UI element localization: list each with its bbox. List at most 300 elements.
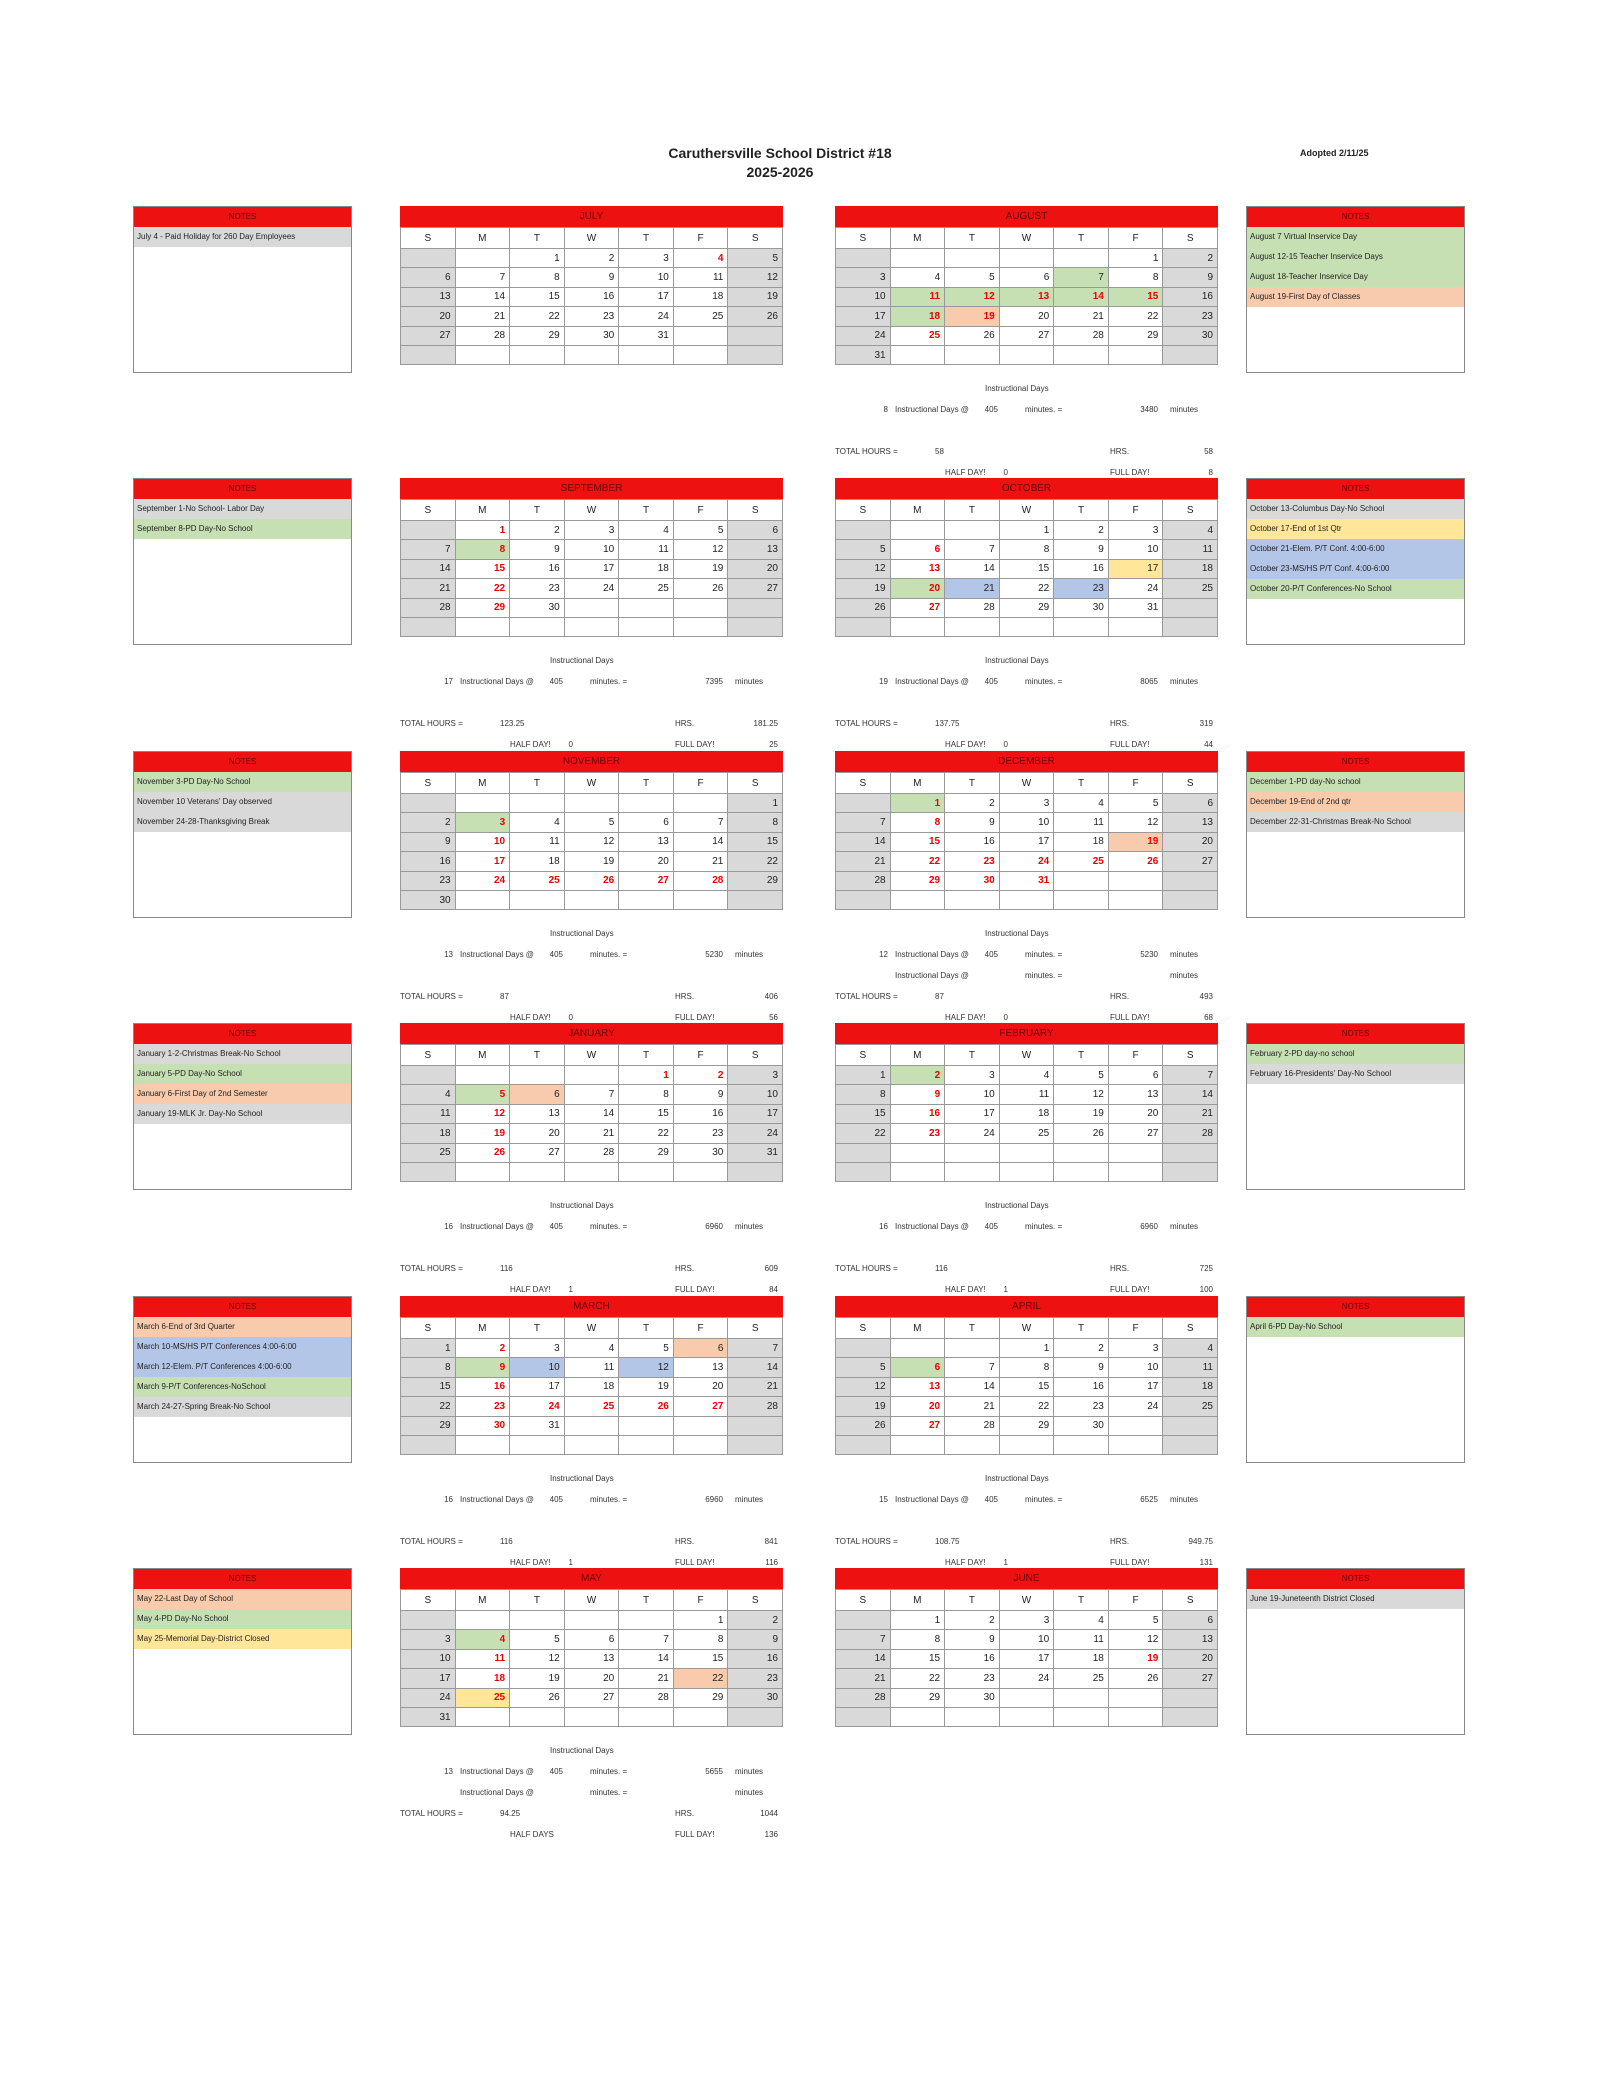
day-cell: 11	[1163, 540, 1218, 559]
day-cell: 19	[1108, 1649, 1163, 1668]
instructional-days-at-label: Instructional Days @	[460, 1222, 534, 1231]
month-name: MARCH	[400, 1296, 783, 1317]
day-cell	[1108, 890, 1163, 909]
day-cell	[1163, 1162, 1218, 1181]
day-cell: 10	[1108, 540, 1163, 559]
month-table	[835, 1317, 1218, 1455]
day-cell	[1163, 871, 1218, 890]
stats-line	[400, 1216, 783, 1237]
day-cell	[1108, 871, 1163, 890]
day-cell	[890, 1143, 945, 1162]
day-cell: 7	[564, 1085, 619, 1104]
instructional-day-count: 13	[444, 950, 453, 959]
day-cell: 12	[836, 559, 891, 578]
day-cell: 8	[673, 1630, 728, 1649]
stats-line	[835, 1195, 1218, 1216]
half-day-value: 0	[568, 740, 573, 749]
instructional-days-label: Instructional Days	[985, 656, 1049, 665]
week-row	[836, 249, 1218, 268]
stats-line	[400, 1237, 783, 1258]
day-cell: 27	[401, 326, 456, 345]
day-header-row	[836, 228, 1218, 249]
month-stats	[835, 1468, 1218, 1573]
week-row	[401, 287, 783, 306]
day-cell: 26	[1108, 1669, 1163, 1688]
day-cell: 15	[510, 287, 565, 306]
day-cell: 24	[401, 1688, 456, 1707]
instructional-days-at-label: Instructional Days @	[895, 971, 969, 980]
half-day-value: 0	[568, 1013, 573, 1022]
day-header: T	[945, 773, 1000, 794]
day-cell: 4	[1163, 1339, 1218, 1358]
stats-line	[835, 1216, 1218, 1237]
day-cell: 9	[945, 813, 1000, 832]
total-hours-value: 87	[500, 992, 509, 1001]
hrs-value: 949.75	[1188, 1537, 1213, 1546]
day-cell: 12	[836, 1377, 891, 1396]
day-cell	[1108, 345, 1163, 364]
day-cell	[401, 1066, 456, 1085]
day-cell: 10	[564, 540, 619, 559]
total-hours-label: TOTAL HOURS =	[835, 1264, 898, 1273]
day-cell: 3	[564, 521, 619, 540]
day-header-row	[836, 1590, 1218, 1611]
day-cell: 18	[564, 1377, 619, 1396]
day-cell: 10	[999, 813, 1054, 832]
day-cell: 4	[564, 1339, 619, 1358]
week-row	[401, 345, 783, 364]
day-cell: 16	[945, 832, 1000, 851]
day-cell: 27	[1163, 852, 1218, 871]
minutes-label: minutes. =	[590, 950, 628, 959]
minutes-word: minutes	[1170, 950, 1199, 959]
day-cell: 10	[401, 1649, 456, 1668]
day-cell: 11	[1163, 1358, 1218, 1377]
hrs-value: 181.25	[753, 719, 778, 728]
stats-line	[400, 650, 783, 671]
note-item: March 12-Elem. P/T Conferences 4:00-6:00	[134, 1357, 351, 1377]
day-header: T	[619, 1590, 674, 1611]
day-cell: 19	[455, 1124, 510, 1143]
month-table	[835, 1589, 1218, 1727]
day-cell: 16	[945, 1649, 1000, 1668]
day-cell	[999, 1688, 1054, 1707]
total-hours-value: 108.75	[935, 1537, 960, 1546]
day-cell: 20	[728, 559, 783, 578]
week-row	[401, 1707, 783, 1726]
full-day-label: FULL DAY!	[675, 740, 715, 749]
day-cell	[1163, 890, 1218, 909]
week-row	[836, 1649, 1218, 1668]
day-header: F	[1108, 773, 1163, 794]
month-table	[400, 772, 783, 910]
day-cell: 8	[890, 1630, 945, 1649]
instructional-days-at-label: Instructional Days @	[895, 1495, 969, 1504]
day-header: S	[401, 1045, 456, 1066]
day-cell: 13	[1163, 813, 1218, 832]
instructional-day-count: 16	[879, 1222, 888, 1231]
week-row	[401, 268, 783, 287]
day-cell: 13	[890, 559, 945, 578]
day-header-row	[401, 1318, 783, 1339]
week-row	[836, 1085, 1218, 1104]
month-stats	[400, 1740, 783, 1845]
notes-header: NOTES	[1247, 1024, 1464, 1044]
day-cell: 7	[673, 813, 728, 832]
day-cell: 20	[401, 307, 456, 326]
day-cell: 25	[1163, 579, 1218, 598]
day-header: M	[455, 1318, 510, 1339]
month-stats	[400, 650, 783, 755]
full-day-label: FULL DAY!	[1110, 740, 1150, 749]
day-cell: 25	[1163, 1397, 1218, 1416]
half-day-label: HALF DAY!	[945, 1013, 986, 1022]
day-cell	[455, 1707, 510, 1726]
full-day-label: FULL DAY!	[675, 1013, 715, 1022]
instructional-days-at-label: Instructional Days @	[460, 677, 534, 686]
day-cell: 23	[673, 1124, 728, 1143]
week-row	[836, 540, 1218, 559]
week-row	[836, 345, 1218, 364]
day-cell: 7	[455, 268, 510, 287]
day-cell: 12	[1108, 813, 1163, 832]
instructional-day-count: 16	[444, 1222, 453, 1231]
day-cell: 16	[1054, 1377, 1109, 1396]
full-day-value: 44	[1204, 740, 1213, 749]
day-cell: 2	[564, 249, 619, 268]
day-cell: 20	[510, 1124, 565, 1143]
day-cell: 21	[945, 1397, 1000, 1416]
minutes-word: minutes	[735, 950, 764, 959]
month-calendar-september	[400, 478, 783, 637]
month-calendar-may	[400, 1568, 783, 1727]
instructional-days-label: Instructional Days	[550, 1746, 614, 1755]
month-stats	[400, 923, 783, 1028]
day-cell: 29	[510, 326, 565, 345]
month-calendar-january	[400, 1023, 783, 1182]
day-cell	[564, 1066, 619, 1085]
day-cell	[673, 617, 728, 636]
stats-line	[835, 692, 1218, 713]
day-cell: 13	[619, 832, 674, 851]
day-cell: 29	[1108, 326, 1163, 345]
full-day-value: 136	[764, 1830, 778, 1839]
day-header: T	[945, 1045, 1000, 1066]
day-cell: 15	[1108, 287, 1163, 306]
day-cell: 27	[999, 326, 1054, 345]
day-cell: 23	[728, 1669, 783, 1688]
day-header: T	[945, 1590, 1000, 1611]
week-row	[401, 579, 783, 598]
day-cell: 7	[1054, 268, 1109, 287]
day-cell	[945, 345, 1000, 364]
day-cell: 21	[1163, 1104, 1218, 1123]
day-cell: 12	[673, 540, 728, 559]
half-day-label: HALF DAY!	[510, 740, 551, 749]
day-header: T	[619, 1045, 674, 1066]
day-header: S	[1163, 773, 1218, 794]
day-cell: 13	[401, 287, 456, 306]
day-header: T	[510, 1318, 565, 1339]
day-cell: 24	[728, 1124, 783, 1143]
day-header: S	[728, 773, 783, 794]
notes-header: NOTES	[1247, 207, 1464, 227]
day-header: M	[455, 1590, 510, 1611]
day-cell: 14	[1163, 1085, 1218, 1104]
month-calendar-october	[835, 478, 1218, 637]
day-cell: 1	[836, 1066, 891, 1085]
day-cell	[673, 1162, 728, 1181]
total-hours-value: 87	[935, 992, 944, 1001]
day-cell: 23	[401, 871, 456, 890]
full-day-value: 8	[1208, 468, 1213, 477]
day-header: M	[890, 1045, 945, 1066]
day-cell: 9	[401, 832, 456, 851]
day-cell: 26	[564, 871, 619, 890]
full-day-label: FULL DAY!	[675, 1558, 715, 1567]
day-cell: 3	[1108, 1339, 1163, 1358]
day-cell: 31	[619, 326, 674, 345]
week-row	[401, 813, 783, 832]
day-cell: 25	[564, 1397, 619, 1416]
day-cell	[728, 617, 783, 636]
day-cell: 7	[836, 813, 891, 832]
day-cell	[836, 1611, 891, 1630]
instructional-days-at-label: Instructional Days @	[895, 677, 969, 686]
day-cell	[890, 1339, 945, 1358]
total-minutes: 7395	[705, 677, 723, 686]
minutes-label: minutes. =	[1025, 971, 1063, 980]
day-cell: 9	[564, 268, 619, 287]
day-cell: 22	[619, 1124, 674, 1143]
day-cell: 12	[455, 1104, 510, 1123]
day-cell: 30	[1054, 1416, 1109, 1435]
stats-line	[835, 1468, 1218, 1489]
instructional-days-at-label: Instructional Days @	[460, 1788, 534, 1797]
month-name: AUGUST	[835, 206, 1218, 227]
day-cell	[564, 1162, 619, 1181]
stats-line	[835, 650, 1218, 671]
notes-header: NOTES	[134, 1297, 351, 1317]
full-day-label: FULL DAY!	[1110, 1558, 1150, 1567]
note-item: March 10-MS/HS P/T Conferences 4:00-6:00	[134, 1337, 351, 1357]
half-day-value: 1	[568, 1285, 573, 1294]
day-cell: 9	[945, 1630, 1000, 1649]
month-table	[835, 499, 1218, 637]
day-cell: 12	[728, 268, 783, 287]
day-cell	[728, 1435, 783, 1454]
day-cell	[455, 1066, 510, 1085]
day-cell	[564, 598, 619, 617]
day-cell: 14	[836, 832, 891, 851]
half-day-label: HALF DAY!	[510, 1013, 551, 1022]
day-cell: 23	[1054, 1397, 1109, 1416]
day-cell: 21	[1054, 307, 1109, 326]
day-cell: 23	[455, 1397, 510, 1416]
total-minutes: 6960	[705, 1222, 723, 1231]
stats-line	[400, 692, 783, 713]
day-header: S	[836, 1590, 891, 1611]
day-cell	[945, 1707, 1000, 1726]
week-row	[836, 1066, 1218, 1085]
notes-panel	[1246, 751, 1465, 918]
day-cell: 18	[890, 307, 945, 326]
week-row	[836, 521, 1218, 540]
month-calendar-april	[835, 1296, 1218, 1455]
day-cell: 11	[510, 832, 565, 851]
month-stats	[400, 1468, 783, 1573]
week-row	[401, 1066, 783, 1085]
month-name: OCTOBER	[835, 478, 1218, 499]
day-cell	[728, 1707, 783, 1726]
day-cell	[673, 598, 728, 617]
day-header: T	[945, 1318, 1000, 1339]
stats-line	[835, 441, 1218, 462]
month-table	[400, 1589, 783, 1727]
month-name: FEBRUARY	[835, 1023, 1218, 1044]
day-cell: 2	[1163, 249, 1218, 268]
day-cell: 24	[510, 1397, 565, 1416]
day-cell	[836, 1339, 891, 1358]
day-cell: 11	[619, 540, 674, 559]
week-row	[401, 794, 783, 813]
day-cell: 17	[999, 832, 1054, 851]
day-cell: 26	[836, 1416, 891, 1435]
day-cell: 18	[510, 852, 565, 871]
day-cell	[945, 1162, 1000, 1181]
day-cell	[1163, 345, 1218, 364]
minutes-label: minutes. =	[1025, 677, 1063, 686]
day-header: T	[510, 773, 565, 794]
notes-panel	[133, 478, 352, 645]
day-cell: 3	[455, 813, 510, 832]
day-cell: 16	[890, 1104, 945, 1123]
day-cell	[890, 1435, 945, 1454]
week-row	[401, 1124, 783, 1143]
day-cell	[999, 1143, 1054, 1162]
week-row	[836, 852, 1218, 871]
day-cell: 9	[455, 1358, 510, 1377]
notes-header: NOTES	[1247, 752, 1464, 772]
day-cell: 17	[510, 1377, 565, 1396]
day-cell: 10	[999, 1630, 1054, 1649]
week-row	[836, 794, 1218, 813]
day-cell: 26	[455, 1143, 510, 1162]
day-cell: 13	[510, 1104, 565, 1123]
week-row	[836, 1104, 1218, 1123]
day-cell	[945, 1339, 1000, 1358]
instructional-days-label: Instructional Days	[985, 1474, 1049, 1483]
hrs-value: 406	[764, 992, 778, 1001]
day-cell: 25	[455, 1688, 510, 1707]
day-cell: 3	[945, 1066, 1000, 1085]
instructional-day-count: 12	[879, 950, 888, 959]
day-cell: 4	[510, 813, 565, 832]
day-cell: 11	[1054, 1630, 1109, 1649]
note-item: May 4-PD Day-No School	[134, 1609, 351, 1629]
month-name: JUNE	[835, 1568, 1218, 1589]
day-cell: 6	[728, 521, 783, 540]
hrs-label: HRS.	[1110, 447, 1130, 456]
day-header: S	[401, 1318, 456, 1339]
notes-header: NOTES	[134, 1569, 351, 1589]
day-header: M	[455, 1045, 510, 1066]
day-cell: 26	[945, 326, 1000, 345]
note-item: January 6-First Day of 2nd Semester	[134, 1084, 351, 1104]
day-header: F	[1108, 1045, 1163, 1066]
day-cell: 18	[455, 1669, 510, 1688]
instructional-day-count: 19	[879, 677, 888, 686]
day-header: T	[1054, 228, 1109, 249]
stats-line	[400, 944, 783, 965]
minutes-label: minutes. =	[590, 1222, 628, 1231]
day-cell: 24	[1108, 1397, 1163, 1416]
day-cell	[673, 794, 728, 813]
full-day-value: 56	[769, 1013, 778, 1022]
day-cell: 6	[510, 1085, 565, 1104]
day-header: M	[455, 500, 510, 521]
full-day-value: 68	[1204, 1013, 1213, 1022]
stats-line	[400, 671, 783, 692]
day-cell: 2	[945, 794, 1000, 813]
half-day-value: 0	[1003, 468, 1008, 477]
instructional-days-at-label: Instructional Days @	[895, 950, 969, 959]
full-day-value: 116	[765, 1558, 778, 1567]
day-cell	[945, 890, 1000, 909]
instructional-day-count: 17	[444, 677, 453, 686]
full-day-label: FULL DAY!	[675, 1830, 715, 1839]
day-cell: 3	[1108, 521, 1163, 540]
day-cell: 16	[728, 1649, 783, 1668]
day-cell	[945, 249, 1000, 268]
full-day-label: FULL DAY!	[1110, 1013, 1150, 1022]
total-hours-value: 116	[500, 1264, 513, 1273]
day-cell: 18	[1163, 559, 1218, 578]
week-row	[836, 871, 1218, 890]
day-cell	[510, 794, 565, 813]
day-cell	[455, 1611, 510, 1630]
half-day-label: HALF DAY!	[510, 1558, 551, 1567]
minutes-word: minutes	[1170, 1222, 1199, 1231]
day-cell	[401, 345, 456, 364]
minutes-word: minutes	[1170, 677, 1199, 686]
day-cell: 1	[728, 794, 783, 813]
day-cell: 31	[728, 1143, 783, 1162]
day-cell: 28	[619, 1688, 674, 1707]
day-cell: 21	[455, 307, 510, 326]
day-cell: 22	[890, 852, 945, 871]
stats-line	[835, 923, 1218, 944]
day-cell	[510, 1435, 565, 1454]
day-cell: 22	[673, 1669, 728, 1688]
notes-panel	[133, 1568, 352, 1735]
day-cell: 25	[890, 326, 945, 345]
day-cell: 6	[1108, 1066, 1163, 1085]
minutes-per-day: 405	[549, 950, 563, 959]
hrs-value: 725	[1199, 1264, 1213, 1273]
day-cell: 20	[999, 307, 1054, 326]
day-cell: 5	[945, 268, 1000, 287]
total-minutes: 6960	[1140, 1222, 1158, 1231]
total-hours-value: 94.25	[500, 1809, 521, 1818]
day-cell: 22	[455, 579, 510, 598]
day-cell: 2	[510, 521, 565, 540]
note-item: August 7 Virtual Inservice Day	[1247, 227, 1464, 247]
day-header: T	[619, 773, 674, 794]
minutes-per-day: 405	[984, 677, 998, 686]
day-cell: 20	[1163, 832, 1218, 851]
day-cell: 9	[510, 540, 565, 559]
